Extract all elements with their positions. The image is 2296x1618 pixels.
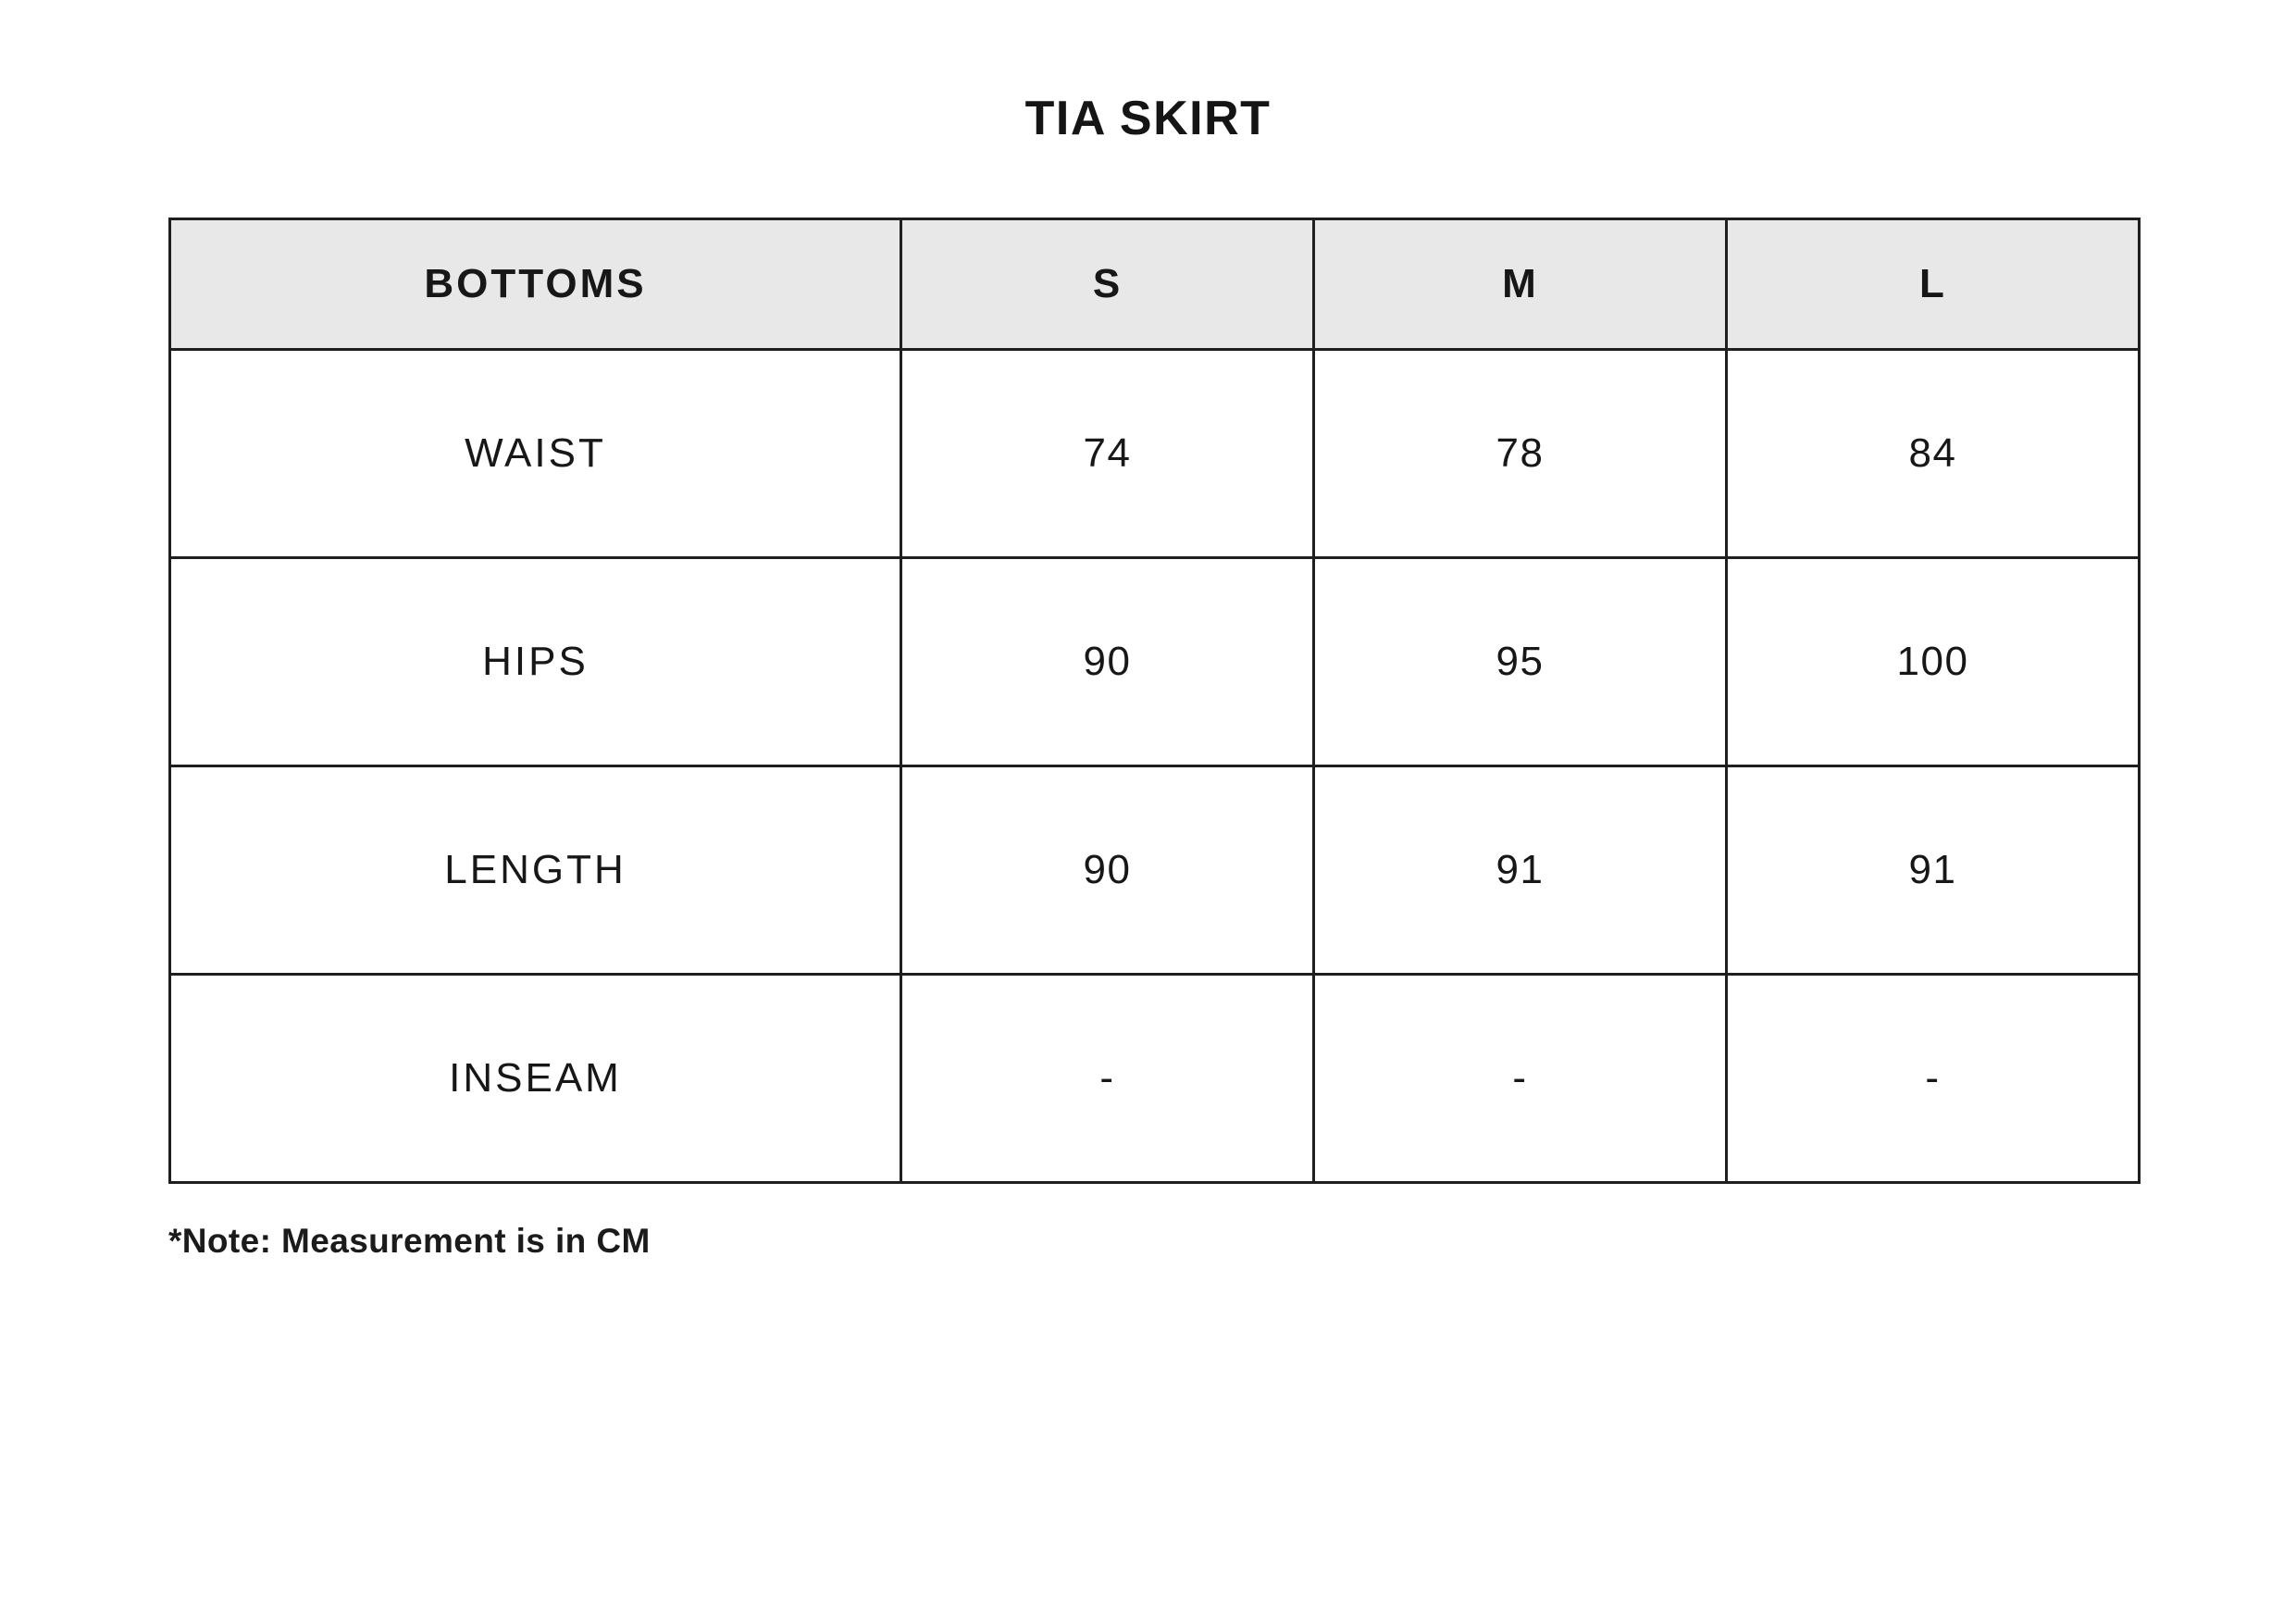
column-header-bottoms: BOTTOMS bbox=[170, 219, 901, 350]
table-header-row bbox=[170, 219, 2140, 350]
cell-length-m: 91 bbox=[1314, 766, 1727, 975]
cell-length-l: 91 bbox=[1727, 766, 2140, 975]
table-row bbox=[170, 350, 2140, 558]
cell-waist-l: 84 bbox=[1727, 350, 2140, 558]
table-header bbox=[170, 219, 2140, 350]
table-row bbox=[170, 558, 2140, 766]
measurement-note: *Note: Measurement is in CM bbox=[168, 1222, 651, 1260]
column-header-l: L bbox=[1727, 219, 2140, 350]
cell-hips-s: 90 bbox=[901, 558, 1314, 766]
cell-hips-l: 100 bbox=[1727, 558, 2140, 766]
table-row bbox=[170, 766, 2140, 975]
table-row bbox=[170, 975, 2140, 1183]
cell-waist-m: 78 bbox=[1314, 350, 1727, 558]
row-label-inseam: INSEAM bbox=[170, 975, 901, 1183]
row-label-waist: WAIST bbox=[170, 350, 901, 558]
row-label-hips: HIPS bbox=[170, 558, 901, 766]
cell-inseam-l: - bbox=[1727, 975, 2140, 1183]
cell-inseam-s: - bbox=[901, 975, 1314, 1183]
size-chart-table bbox=[168, 218, 2141, 1184]
cell-hips-m: 95 bbox=[1314, 558, 1727, 766]
cell-waist-s: 74 bbox=[901, 350, 1314, 558]
table-body bbox=[170, 350, 2140, 1183]
cell-length-s: 90 bbox=[901, 766, 1314, 975]
row-label-length: LENGTH bbox=[170, 766, 901, 975]
size-chart-table-wrapper bbox=[168, 218, 2140, 1184]
cell-inseam-m: - bbox=[1314, 975, 1727, 1183]
column-header-s: S bbox=[901, 219, 1314, 350]
page-title: TIA SKIRT bbox=[1024, 92, 1272, 145]
column-header-m: M bbox=[1314, 219, 1727, 350]
